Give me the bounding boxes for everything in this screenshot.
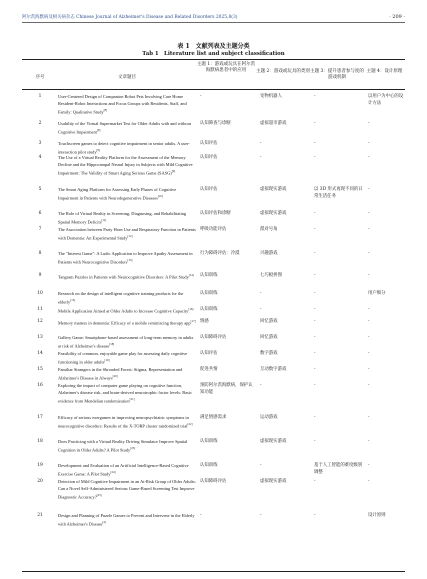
- theme-1-cell: [200, 366, 256, 373]
- article-title: [58, 250, 196, 266]
- theme-3-cell: [314, 438, 364, 445]
- theme-4-cell: [368, 290, 405, 297]
- citation-ref: [16]: [188, 307, 194, 311]
- table-bottom-rule: [22, 571, 405, 572]
- theme-2-cell-text: 虚拟超市游戏: [260, 121, 287, 126]
- article-title-text: The "Interest Game": A Ludic Application to Improve Apathy Assessment in Patients with Neurocognitive Disorders: [58, 251, 193, 265]
- row-number-text: 5: [38, 187, 42, 192]
- running-header: [22, 8, 405, 23]
- theme-4-cell-text: -: [368, 319, 370, 324]
- theme-4-cell-text: -: [368, 251, 370, 256]
- theme-1-cell-text: 认知评估: [200, 351, 218, 356]
- article-title-text: Tangram Puzzles in Patients with Neurocognitive Disorders: A Pilot Study: [58, 274, 189, 280]
- row-number: [22, 350, 58, 357]
- theme-1-cell-text: 行为障碍评估：冷漠: [200, 251, 240, 256]
- theme-4-cell: [368, 210, 405, 217]
- row-number: [22, 334, 58, 341]
- row-number: [22, 290, 58, 297]
- row-number: [22, 438, 58, 445]
- theme-4-cell: [368, 414, 405, 421]
- theme-2-cell: [260, 186, 310, 193]
- theme-2-cell-text: -: [260, 141, 262, 146]
- theme-4-cell: [368, 382, 405, 389]
- article-title-text: The Smart Aging Platform for Assessing Early Phases of Cognitive Impairment in Patients with Neurodegenerative Diseases: [58, 187, 177, 201]
- theme-3-cell: [314, 478, 364, 485]
- row-number: [22, 140, 58, 147]
- theme-1-cell: [200, 120, 256, 127]
- theme-2-cell: [260, 140, 310, 147]
- theme-2-cell-text: 虚拟现实游戏: [260, 211, 287, 216]
- theme-3-cell: [314, 414, 364, 421]
- article-title-text: The Role of Virtual Reality in Screening, Diagnosing, and Rehabilitating Spatial Memory Deficits: [58, 211, 187, 225]
- theme-4-cell-text: 设计原则: [368, 513, 386, 518]
- theme-4-cell: [368, 186, 405, 193]
- theme-4-cell: [368, 366, 405, 373]
- theme-1-cell-text: 认知评估: [200, 155, 218, 160]
- theme-3-cell: [314, 120, 364, 127]
- theme-1-cell: [200, 478, 256, 485]
- theme-2-cell: [260, 250, 310, 257]
- theme-2-cell: [260, 334, 310, 341]
- theme-4-cell-text: -: [368, 121, 370, 126]
- theme-4-cell-text: -: [368, 273, 370, 278]
- row-number: [22, 93, 58, 100]
- theme-1-cell: [200, 306, 256, 313]
- row-number-text: 10: [37, 291, 43, 296]
- article-title-text: The Association between Party Horn Use and Respiratory Function in Patients with Dementia: An Experimental Study: [58, 227, 196, 241]
- theme-4-cell-text: 以用户为中心的设计方法: [368, 94, 404, 107]
- theme-3-cell: [314, 272, 364, 279]
- theme-4-cell-text: -: [368, 141, 370, 146]
- row-number: [22, 512, 58, 519]
- theme-3-cell-text: -: [314, 479, 316, 484]
- article-title: [58, 306, 196, 315]
- citation-ref: [25]: [96, 493, 102, 498]
- theme-3-cell: [314, 382, 364, 389]
- row-number: [22, 186, 58, 193]
- citation-ref: [24]: [110, 470, 116, 475]
- citation-ref: [6]: [96, 148, 101, 153]
- table-top-rule: [22, 59, 405, 60]
- theme-4-cell-text: -: [368, 415, 370, 420]
- article-title: [58, 334, 196, 350]
- header-title: 文章题目: [118, 75, 136, 80]
- theme-2-cell-text: -: [260, 463, 262, 468]
- theme-3-cell: [314, 93, 364, 100]
- theme-1-cell: [200, 93, 256, 100]
- row-number: [22, 462, 58, 469]
- row-number-text: 18: [37, 439, 43, 444]
- theme-2-cell-text: 兴趣游戏: [260, 251, 278, 256]
- theme-3-cell-text: -: [314, 291, 316, 296]
- article-title-text: Gallery Game: Smartphone-based assessment of long-term memory in adults at risk of Alzheimer's disease: [58, 335, 194, 349]
- theme-2-cell: [260, 290, 310, 297]
- row-number-text: 4: [38, 155, 42, 160]
- citation-ref: [17]: [190, 319, 196, 323]
- theme-4-cell-text: -: [368, 227, 370, 232]
- theme-1-cell-text: 满足情感需求: [200, 415, 227, 420]
- article-title-text: Feasibility of common, enjoyable game play for assessing daily cognitive functioning in older adults: [58, 351, 188, 365]
- theme-3-cell: [314, 318, 364, 325]
- theme-4-cell-text: -: [368, 367, 370, 372]
- theme-3-cell-text: -: [314, 383, 316, 388]
- journal-name: 阿尔茨海默病及相关病杂志 Chinese Journal of Alzheimer's Disease and Related Disorders 2025,8(3): [22, 15, 238, 20]
- row-number: [22, 226, 58, 233]
- theme-1-cell: [200, 226, 256, 233]
- header-theme-4: 主题 4：设计原理: [366, 69, 403, 74]
- row-number-text: 12: [37, 319, 43, 324]
- theme-4-cell: [368, 306, 405, 313]
- theme-4-cell: [368, 140, 405, 147]
- row-number: [22, 478, 58, 485]
- article-title: [58, 462, 196, 478]
- citation-ref: [21]: [129, 397, 135, 402]
- theme-1-cell: [200, 462, 256, 469]
- row-number-text: 2: [38, 121, 42, 126]
- theme-3-cell-text: -: [314, 439, 316, 444]
- row-number: [22, 382, 58, 389]
- theme-3-cell-text: -: [314, 319, 316, 324]
- theme-1-cell: [200, 250, 256, 257]
- row-number-text: 3: [38, 141, 42, 146]
- theme-4-cell-text: -: [368, 187, 370, 192]
- article-title-text: Research on the design of intelligent cognitive training products for the elderly: [58, 291, 184, 305]
- theme-2-cell: [260, 414, 310, 421]
- theme-2-cell-text: 运动游戏: [260, 415, 278, 420]
- theme-4-cell-text: -: [368, 351, 370, 356]
- article-title: [58, 512, 196, 528]
- citation-ref: [13]: [127, 258, 133, 263]
- article-title-text: Usability of the Virtual Supermarket Test for Older Adults with and without Cognitive Impairment: [58, 121, 192, 135]
- table-caption-en: Tab 1 Literature list and subject classification: [142, 51, 285, 57]
- citation-ref: [20]: [112, 374, 118, 379]
- theme-2-cell: [260, 226, 310, 233]
- citation-ref: [12]: [127, 234, 133, 239]
- theme-1-cell-text: 认知训练: [200, 307, 218, 312]
- theme-4-cell: [368, 462, 405, 469]
- theme-3-cell-text: 基于人工智能的难度级别调整: [314, 463, 363, 476]
- article-title: [58, 120, 196, 136]
- article-title: [58, 272, 196, 281]
- theme-4-cell-text: -: [368, 335, 370, 340]
- article-title: [58, 154, 196, 177]
- row-number-text: 21: [37, 513, 43, 518]
- theme-1-cell: [200, 334, 256, 341]
- theme-2-cell-text: 回忆游戏: [260, 319, 278, 324]
- theme-2-cell-text: -: [260, 307, 262, 312]
- row-number: [22, 210, 58, 217]
- theme-2-cell: [260, 462, 310, 469]
- theme-2-cell: [260, 478, 310, 485]
- theme-1-cell: [200, 272, 256, 279]
- theme-4-cell: [368, 334, 405, 341]
- theme-2-cell-text: -: [260, 291, 262, 296]
- row-number-text: 14: [37, 351, 43, 356]
- theme-3-cell-text: -: [314, 415, 316, 420]
- row-number: [22, 120, 58, 127]
- row-number-text: 9: [38, 273, 42, 278]
- theme-3-cell: [314, 210, 364, 217]
- citation-ref: [8]: [103, 108, 108, 113]
- article-title: [58, 93, 196, 116]
- theme-1-cell-text: 呼吸功能评估: [200, 227, 227, 232]
- article-title-text: Design and Planning of Puzzle Games to Prevent and Intervene in the Elderly with Alzheimer's Disease: [58, 513, 195, 527]
- theme-2-cell: [260, 120, 310, 127]
- row-number-text: 7: [38, 227, 42, 232]
- row-number: [22, 414, 58, 421]
- article-title: [58, 414, 196, 430]
- theme-2-cell-text: 虚拟现实游戏: [260, 439, 287, 444]
- theme-2-cell-text: 派对号角: [260, 227, 278, 232]
- citation-ref: [10]: [157, 194, 163, 199]
- theme-4-cell: [368, 154, 405, 161]
- theme-2-cell: [260, 154, 310, 161]
- theme-1-cell: [200, 290, 256, 297]
- theme-4-cell: [368, 250, 405, 257]
- theme-1-cell: [200, 186, 256, 193]
- theme-4-cell: [368, 318, 405, 325]
- theme-3-cell-text: 以 3D 形式再现不同的日常生活任务: [314, 187, 363, 200]
- theme-1-cell-text: 认知评估: [200, 187, 218, 192]
- row-number-text: 11: [37, 307, 43, 312]
- row-number: [22, 318, 58, 325]
- theme-1-cell: [200, 154, 256, 161]
- theme-3-cell: [314, 462, 364, 476]
- theme-1-cell: [200, 512, 256, 519]
- theme-3-cell-text: -: [314, 121, 316, 126]
- theme-4-cell-text: -: [368, 155, 370, 160]
- article-title-text: Exploring the impact of computer game playing on cognitive function, Alzheimer's disease risk, and brain-derived neurotrophic factor levels: Basic evidence from Mendelian randomization: [58, 383, 193, 404]
- theme-2-cell-text: 回忆游戏: [260, 335, 278, 340]
- theme-3-cell-text: -: [314, 335, 316, 340]
- theme-1-cell: [200, 414, 256, 421]
- theme-3-cell: [314, 154, 364, 161]
- theme-4-cell: [368, 120, 405, 127]
- theme-4-cell: [368, 93, 405, 107]
- article-title: [58, 366, 196, 382]
- article-title-text: Efficacy of serious exergames in improving neuropsychiatric symptoms in neurocognitive disorders: Results of the X-TORP cluster randomized trial: [58, 415, 189, 429]
- citation-ref: [22]: [187, 422, 193, 427]
- article-title: [58, 210, 196, 226]
- row-number-text: 15: [37, 367, 43, 372]
- theme-1-cell-text: 预防阿尔茨海默病，保护认知功能: [200, 383, 253, 396]
- theme-2-cell: [260, 272, 310, 279]
- citation-ref: [14]: [188, 273, 194, 277]
- theme-3-cell: [314, 512, 364, 519]
- theme-2-cell: [260, 512, 310, 519]
- header-theme-2: 主题 2：游戏或玩具的类别: [256, 69, 310, 74]
- theme-3-cell: [314, 140, 364, 147]
- theme-1-cell-text: 认知训练: [200, 439, 218, 444]
- theme-1-cell-text: 认知评估: [200, 141, 218, 146]
- theme-2-cell-text: -: [260, 155, 262, 160]
- theme-1-cell: [200, 210, 256, 217]
- article-title-text: User-Centered Design of Companion Robot Pets Involving Care Home Resident-Robot Interactions and Focus Groups with Residents, Staff, and Family: Qualitative Study: [58, 94, 187, 115]
- row-number: [22, 154, 58, 161]
- theme-4-cell-text: -: [368, 463, 370, 468]
- theme-3-cell: [314, 250, 364, 257]
- row-number-text: 20: [37, 479, 43, 484]
- theme-3-cell-text: -: [314, 155, 316, 160]
- article-title: [58, 438, 196, 454]
- theme-2-cell: [260, 438, 310, 445]
- theme-3-cell: [314, 306, 364, 313]
- theme-1-cell: [200, 140, 256, 147]
- theme-1-cell-text: -: [200, 94, 202, 99]
- theme-1-cell-text: 认知障碍评估: [200, 335, 227, 340]
- theme-2-cell: [260, 350, 310, 357]
- theme-4-cell: [368, 478, 405, 485]
- theme-1-cell-text: 认知障碍评估: [200, 479, 227, 484]
- citation-ref: [15]: [70, 298, 76, 303]
- theme-4-cell-text: -: [368, 439, 370, 444]
- theme-1-cell-text: 认知评估和诊断: [200, 211, 231, 216]
- article-title: [58, 318, 196, 327]
- page-number: · 209 ·: [389, 14, 405, 20]
- theme-2-cell-text: 虚拟现实游戏: [260, 187, 287, 192]
- theme-2-cell: [260, 318, 310, 325]
- citation-ref: [19]: [104, 358, 110, 363]
- theme-4-cell: [368, 226, 405, 233]
- row-number-text: 6: [38, 211, 42, 216]
- theme-4-cell: [368, 512, 405, 519]
- article-title-text: Mobile Application Aimed at Older Adults to Increase Cognitive Capacity: [58, 308, 189, 314]
- article-title-text: Detection of Mild Cognitive Impairment in an At-Risk Group of Older Adults: Can a Novel Self-Administered Serious Game-Based Screening Test Improve Diagnostic Accuracy?: [58, 479, 196, 500]
- article-title: [58, 186, 196, 202]
- article-title: [58, 478, 196, 501]
- article-title-text: Does Practicing with a Virtual Reality Driving Simulator Improve Spatial Cognition in Older Adults? A Pilot Study: [58, 439, 188, 453]
- article-title-text: Development and Evaluation of an Artificial Intelligence-Based Cognitive Exercise Game: A Pilot Study: [58, 463, 189, 477]
- theme-1-cell-text: 情感: [200, 319, 209, 324]
- theme-3-cell: [314, 290, 364, 297]
- theme-3-cell-text: -: [314, 251, 316, 256]
- citation-ref: [11]: [101, 218, 107, 223]
- theme-1-cell-text: 促进共情: [200, 367, 218, 372]
- theme-3-cell-text: -: [314, 227, 316, 232]
- citation-ref: [9]: [171, 169, 176, 174]
- theme-2-cell-text: 互动数字游戏: [260, 367, 287, 372]
- theme-3-cell: [314, 334, 364, 341]
- theme-4-cell: [368, 438, 405, 445]
- theme-4-cell: [368, 350, 405, 357]
- theme-1-cell: [200, 350, 256, 357]
- theme-1-cell-text: 认知训练: [200, 463, 218, 468]
- citation-ref: [18]: [109, 342, 115, 347]
- row-number-text: 19: [37, 463, 43, 468]
- theme-3-cell-text: -: [314, 351, 316, 356]
- theme-1-cell-text: 认知训练: [200, 291, 218, 296]
- theme-1-cell: [200, 438, 256, 445]
- theme-3-cell: [314, 226, 364, 233]
- citation-ref: [23]: [130, 446, 136, 451]
- header-theme-1: 主题 1：游戏或玩具在阿尔茨海默病患者中的应用: [196, 62, 256, 73]
- theme-3-cell-text: -: [314, 94, 316, 99]
- theme-1-cell: [200, 318, 256, 325]
- citation-ref: [9]: [96, 128, 101, 133]
- row-number: [22, 250, 58, 257]
- row-number-text: 13: [37, 335, 43, 340]
- theme-3-cell-text: -: [314, 513, 316, 518]
- theme-1-cell-text: 认知训练: [200, 273, 218, 278]
- row-number-text: 17: [37, 415, 43, 420]
- article-title: [58, 350, 196, 366]
- article-title: [58, 226, 196, 242]
- row-number-text: 1: [38, 94, 42, 99]
- citation-ref: [2]: [102, 520, 106, 525]
- theme-3-cell: [314, 186, 364, 200]
- row-number-text: 16: [37, 383, 43, 388]
- table-header-rule: [22, 89, 405, 90]
- theme-1-cell: [200, 382, 256, 396]
- theme-2-cell-text: 宠物机器人: [260, 94, 282, 99]
- table-caption-zh: 表 1 文献列表及主题分类: [177, 43, 250, 50]
- row-number-text: 8: [38, 251, 42, 256]
- article-title-text: Memory matters in dementia: Efficacy of a mobile reminiscing therapy app: [58, 320, 191, 326]
- theme-2-cell: [260, 93, 310, 100]
- header-theme-3: 主题 3：提升患者参与度的游戏机制: [310, 69, 364, 80]
- article-title: [58, 382, 196, 405]
- article-title-text: Touchscreen games to detect cognitive impairment in senior adults. A user-interaction pilot study: [58, 141, 190, 155]
- article-title: [58, 290, 196, 306]
- theme-4-cell: [368, 272, 405, 279]
- row-number: [22, 272, 58, 279]
- theme-3-cell-text: -: [314, 367, 316, 372]
- theme-2-cell: [260, 382, 310, 389]
- theme-2-cell-text: 七巧板拼图: [260, 273, 282, 278]
- theme-2-cell-text: -: [260, 513, 262, 518]
- theme-2-cell: [260, 306, 310, 313]
- theme-2-cell: [260, 366, 310, 373]
- theme-2-cell-text: 虚拟现实游戏: [260, 479, 287, 484]
- theme-4-cell-text: -: [368, 479, 370, 484]
- theme-4-cell-text: -: [368, 383, 370, 388]
- row-number: [22, 306, 58, 313]
- article-title-text: The Use of a Virtual Reality Platform for the Assessment of the Memory Decline and the Hippocampal Neural Injury in Subjects with Mild Cognitive Impairment: The Validity of Smart Aging Serious Game (SASG): [58, 155, 193, 176]
- theme-2-cell-text: -: [260, 383, 262, 388]
- theme-3-cell-text: -: [314, 307, 316, 312]
- theme-2-cell-text: 数字游戏: [260, 351, 278, 356]
- theme-3-cell: [314, 366, 364, 373]
- theme-3-cell-text: -: [314, 141, 316, 146]
- theme-4-cell-text: 用户细分: [368, 291, 386, 296]
- theme-4-cell-text: -: [368, 307, 370, 312]
- theme-1-cell-text: -: [200, 513, 202, 518]
- header-seq: 序号: [35, 75, 45, 80]
- row-number: [22, 366, 58, 373]
- theme-2-cell: [260, 210, 310, 217]
- theme-3-cell-text: -: [314, 211, 316, 216]
- theme-4-cell-text: -: [368, 211, 370, 216]
- article-title-text: Familiar Strangers in the Shrouded Forest: Stigma, Representation and Alzheimer's Disease in Always: [58, 367, 183, 381]
- theme-3-cell: [314, 350, 364, 357]
- theme-3-cell-text: -: [314, 273, 316, 278]
- theme-1-cell-text: 认知筛查与诊断: [200, 121, 231, 126]
